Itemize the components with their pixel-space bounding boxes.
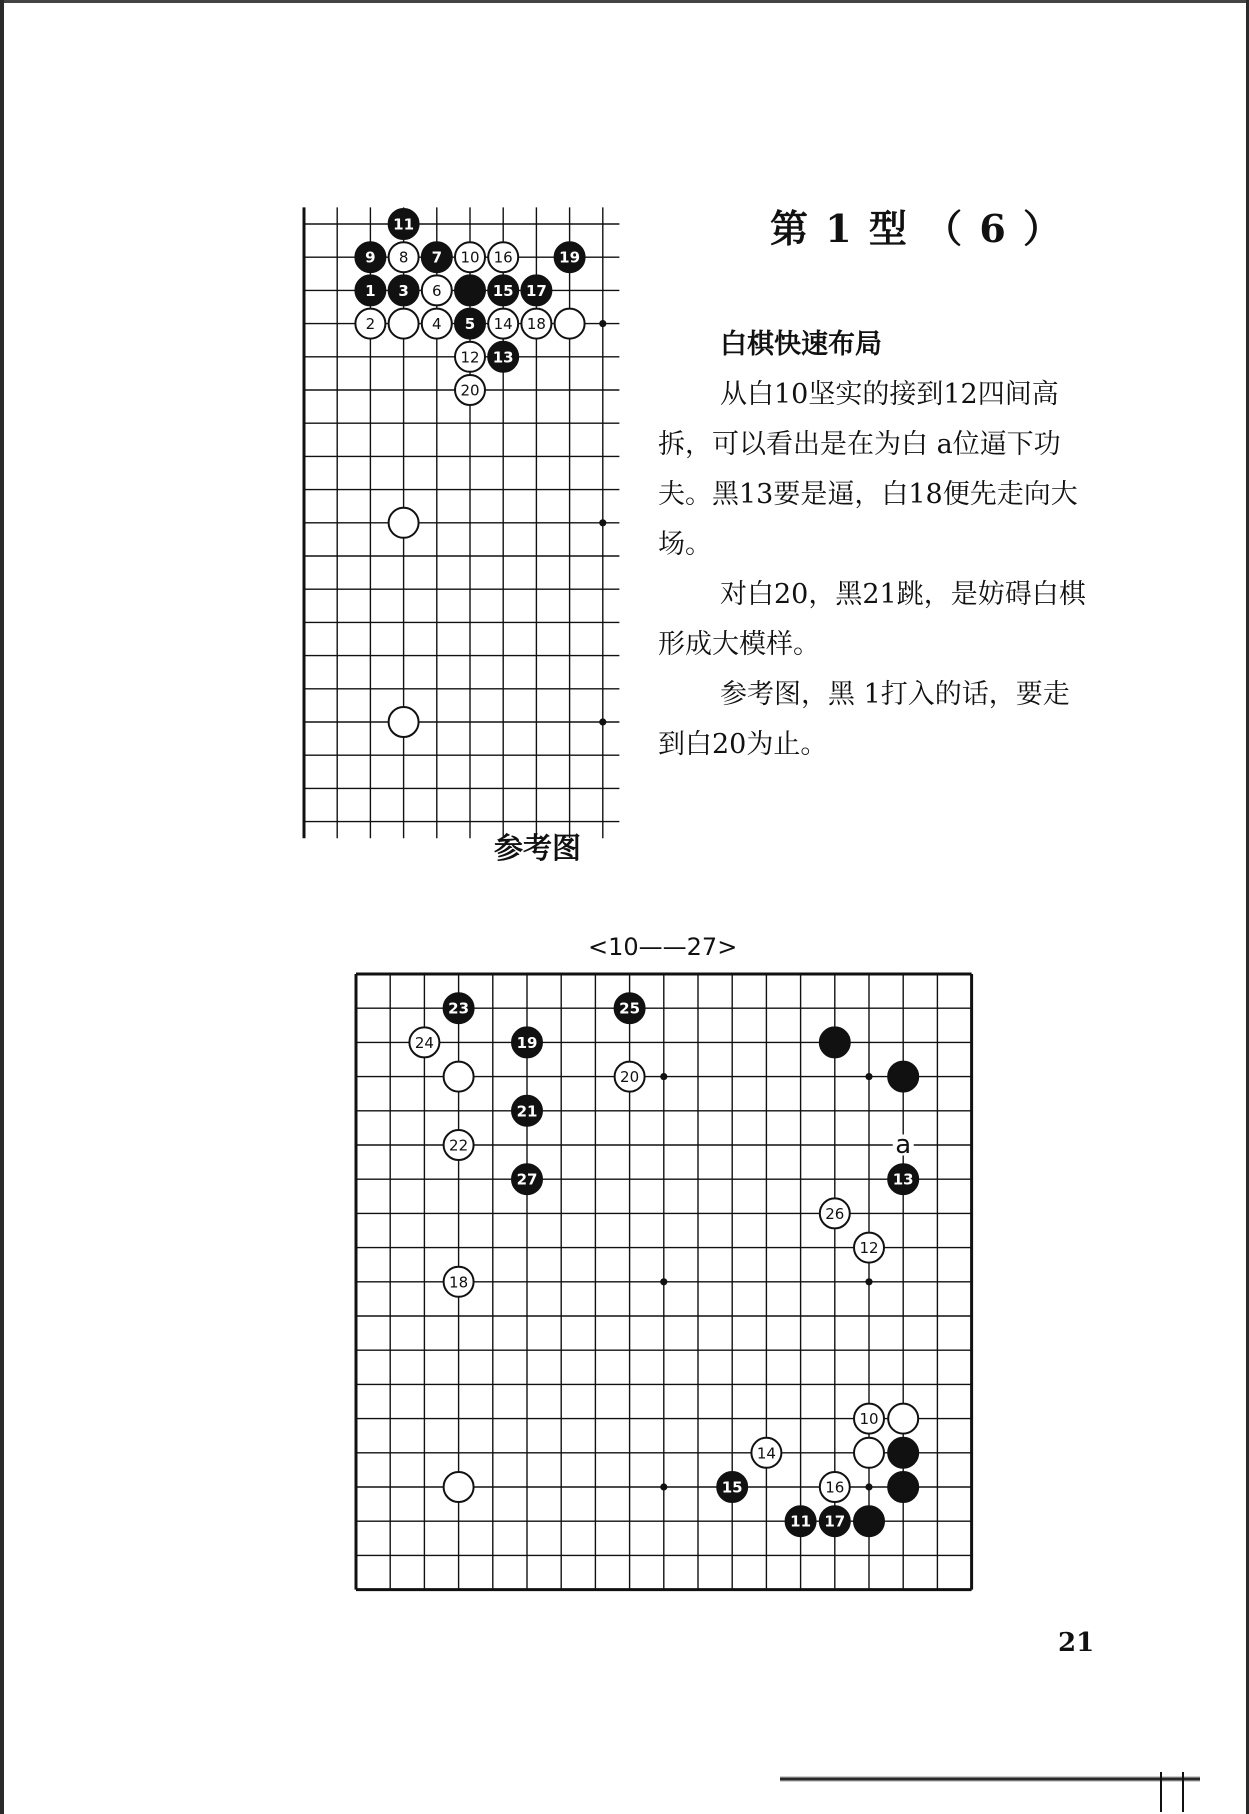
- move-number: 18: [526, 315, 546, 334]
- move-number: 27: [516, 1170, 538, 1189]
- black-stone: [455, 275, 485, 305]
- move-number: 10: [859, 1410, 879, 1429]
- section-title: 第 1 型 （ 6 ）: [770, 206, 1064, 251]
- star-point: [660, 1483, 667, 1490]
- move-number: 16: [493, 248, 513, 267]
- commentary-heading: 白棋快速布局: [720, 329, 882, 360]
- star-point: [599, 718, 606, 725]
- move-number: 20: [460, 381, 480, 400]
- main-go-diagram: [352, 968, 977, 1600]
- move-number: 4: [432, 315, 442, 334]
- star-point: [865, 1278, 872, 1285]
- move-number: 26: [825, 1204, 845, 1223]
- move-number: 11: [393, 215, 415, 234]
- move-number: 8: [398, 248, 409, 267]
- star-point: [865, 1483, 872, 1490]
- white-stone: [854, 1438, 884, 1468]
- move-number: 19: [516, 1033, 538, 1052]
- move-number: 21: [516, 1102, 538, 1121]
- move-number: 9: [365, 248, 376, 267]
- footer-marks: [1160, 1772, 1204, 1814]
- black-stone: [888, 1472, 918, 1502]
- move-number: 2: [365, 315, 376, 334]
- star-point: [599, 519, 606, 526]
- white-stone: [389, 508, 419, 538]
- move-number: 16: [825, 1478, 845, 1497]
- move-number: 24: [414, 1033, 434, 1052]
- move-number: 14: [493, 315, 513, 334]
- move-number: 25: [619, 999, 641, 1018]
- move-number: 7: [431, 248, 443, 267]
- move-number: 3: [398, 281, 409, 300]
- move-number: 15: [492, 281, 514, 300]
- black-stone: [888, 1062, 918, 1092]
- reference-go-diagram: [298, 214, 608, 814]
- commentary-paragraph-3: 参考图，黑 1打入的话，要走到白20为止。: [658, 679, 1070, 760]
- black-stone: [820, 1027, 850, 1057]
- star-point: [660, 1073, 667, 1080]
- move-number: 17: [525, 281, 547, 300]
- move-number: 23: [448, 999, 470, 1018]
- move-number: 11: [790, 1512, 812, 1531]
- page-number: 21: [1058, 1628, 1095, 1658]
- footer-rule: [780, 1776, 1200, 1782]
- letter-mark: a: [895, 1130, 912, 1160]
- move-number: 19: [559, 248, 581, 267]
- move-number: 1: [365, 281, 376, 300]
- move-number: 15: [721, 1478, 743, 1497]
- commentary-paragraph-2: 对白20，黑21跳，是妨碍白棋形成大模样。: [658, 579, 1086, 660]
- white-stone: [555, 309, 585, 339]
- white-stone: [389, 707, 419, 737]
- commentary-paragraph-1: 从白10坚实的接到12四间高拆，可以看出是在为白 a位逼下功夫。黑13要是逼，白18便先走向大场。: [658, 379, 1078, 560]
- star-point: [660, 1278, 667, 1285]
- move-number: 10: [460, 248, 480, 267]
- black-stone: [888, 1438, 918, 1468]
- black-stone: [854, 1506, 884, 1536]
- star-point: [865, 1073, 872, 1080]
- move-number: 12: [859, 1239, 879, 1258]
- move-number: 14: [756, 1444, 776, 1463]
- star-point: [599, 320, 606, 327]
- move-range-label: <10——27>: [588, 933, 738, 961]
- move-number: 5: [464, 315, 476, 334]
- move-number: 13: [492, 348, 514, 367]
- white-stone: [444, 1062, 474, 1092]
- white-stone: [444, 1472, 474, 1502]
- reference-diagram-caption: 参考图: [494, 831, 582, 865]
- move-number: 6: [432, 281, 442, 300]
- move-number: 17: [824, 1512, 846, 1531]
- move-number: 18: [449, 1273, 469, 1292]
- move-number: 22: [449, 1136, 469, 1155]
- move-number: 12: [460, 348, 480, 367]
- white-stone: [888, 1404, 918, 1434]
- move-number: 13: [892, 1170, 914, 1189]
- commentary: [658, 320, 1093, 770]
- move-number: 20: [620, 1068, 640, 1087]
- white-stone: [389, 309, 419, 339]
